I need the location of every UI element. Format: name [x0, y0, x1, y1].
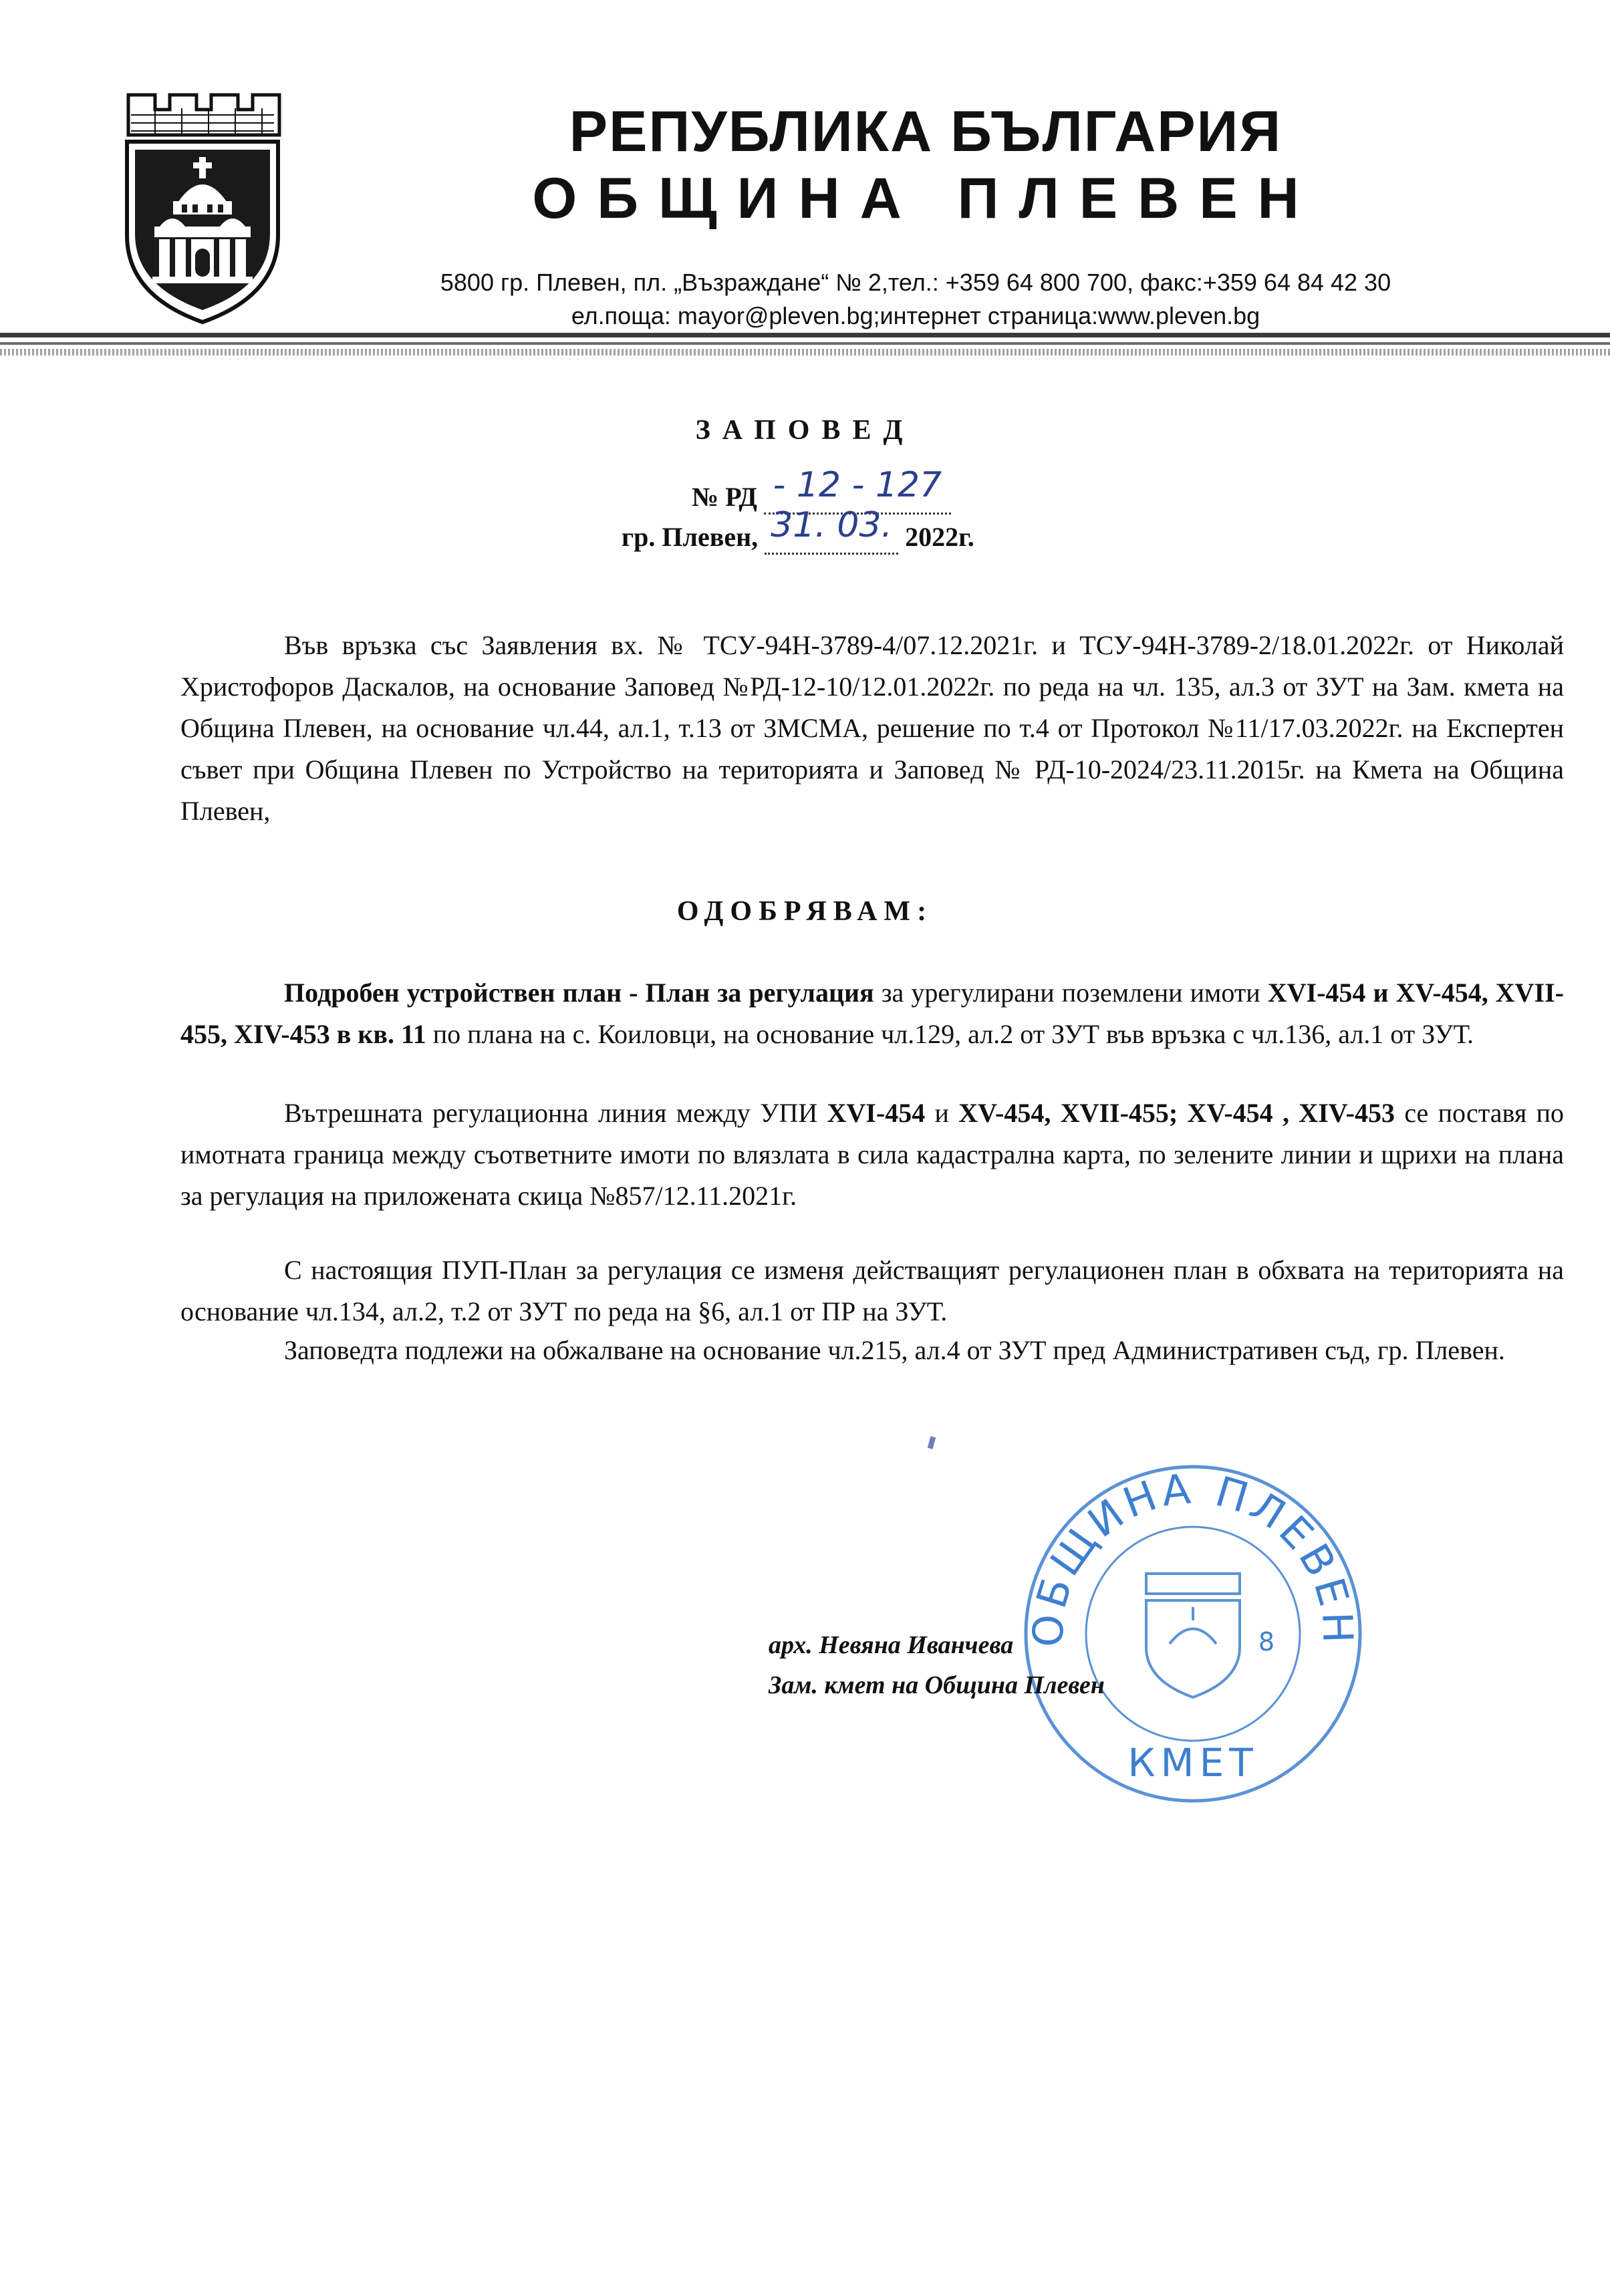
header-country: РЕПУБЛИКА БЪЛГАРИЯ: [569, 100, 1283, 164]
stamp-bottom-text: КМЕТ: [1127, 1740, 1258, 1785]
order-number-handwritten: - 12 - 127: [773, 465, 942, 505]
stamp-ring-text: ОБЩИНА ПЛЕВЕН: [1023, 1463, 1363, 1648]
order-number-prefix: № РД: [692, 482, 757, 512]
header-municipality: ОБЩИНА ПЛЕВЕН: [532, 166, 1319, 231]
signatory-role: Зам. кмет на Община Плевен: [769, 1671, 1105, 1699]
paragraph-plan: Подробен устройствен план - План за регулация за урегулирани поземлени имоти XVI-454 и XV-454, XVII-455, XIV-453 в кв. 11 по плана на с. Коиловци, на основание чл.129, ал.2 от ЗУТ във връзка с чл.136, ал.1 от ЗУТ.: [180, 978, 1564, 1049]
contact-email-web-line: ел.поща: mayor@pleven.bg;интернет страница:www.pleven.bg: [571, 302, 1260, 329]
approve-heading: ОДОБРЯВАМ:: [676, 896, 934, 927]
paragraph-appeal: Заповедта подлежи на обжалване на основание чл.215, ал.4 от ЗУТ пред Административен съд, гр. Плевен.: [284, 1335, 1505, 1365]
order-title: ЗАПОВЕД: [695, 415, 915, 446]
paragraph-grounds: Във връзка със Заявления вх. № ТСУ-94Н-3789-4/07.12.2021г. и ТСУ-94Н-3789-2/18.01.2022г. от Николай Христофоров Даскалов, на основание Заповед №РД-12-10/12.01.2022г. по реда на чл. 135, ал.3 от ЗУТ на Зам. кмета на Община Плевен, на основание чл.44, ал.1, т.13 от ЗМСМА, решение по т.4 от Протокол №11/17.03.2022г. на Експертен съвет при Община Плевен по Устройство на територията и Заповед № РД-10-2024/23.11.2015г. на Кмета на Община Плевен,: [180, 630, 1564, 826]
stamp-number: 8: [1258, 1627, 1275, 1657]
order-place: гр. Плевен,: [622, 522, 759, 552]
contact-address-line: 5800 гр. Плевен, пл. „Възраждане“ № 2,тел.: +359 64 800 700, факс:+359 64 84 42 30: [440, 269, 1391, 296]
paragraph-regulation-line: Вътрешната регулационна линия между УПИ XVI-454 и XV-454, XVII-455; XV-454 , XIV-453 се поставя по имотната граница между съответните имоти по влязлата в сила кадастрална карта, по зелените линии и щрихи на плана за регулация на приложената скица №857/12.11.2021г.: [180, 1098, 1564, 1211]
pen-mark: [928, 1436, 936, 1449]
order-place-date: [622, 505, 974, 555]
paragraph-amendment: С настоящия ПУП-План за регулация се изменя действащият регулационен план в обхвата на територията на основание чл.134, ал.2, т.2 от ЗУТ по реда на §6, ал.1 от ПР на ЗУТ.: [180, 1255, 1564, 1326]
header-divider-hatched: [0, 349, 1610, 355]
order-date-blank: [765, 505, 898, 555]
header-divider-thin: [0, 342, 1610, 345]
order-year: 2022г.: [905, 522, 974, 552]
order-date-handwritten: 31. 03.: [771, 505, 893, 545]
municipality-stamp: [1016, 1457, 1370, 1811]
header-divider-thick: [0, 333, 1610, 337]
header-contact: [281, 266, 1551, 333]
signatory-name: арх. Невяна Иванчева: [769, 1631, 1014, 1659]
pleven-coat-of-arms-logo: [115, 88, 290, 326]
